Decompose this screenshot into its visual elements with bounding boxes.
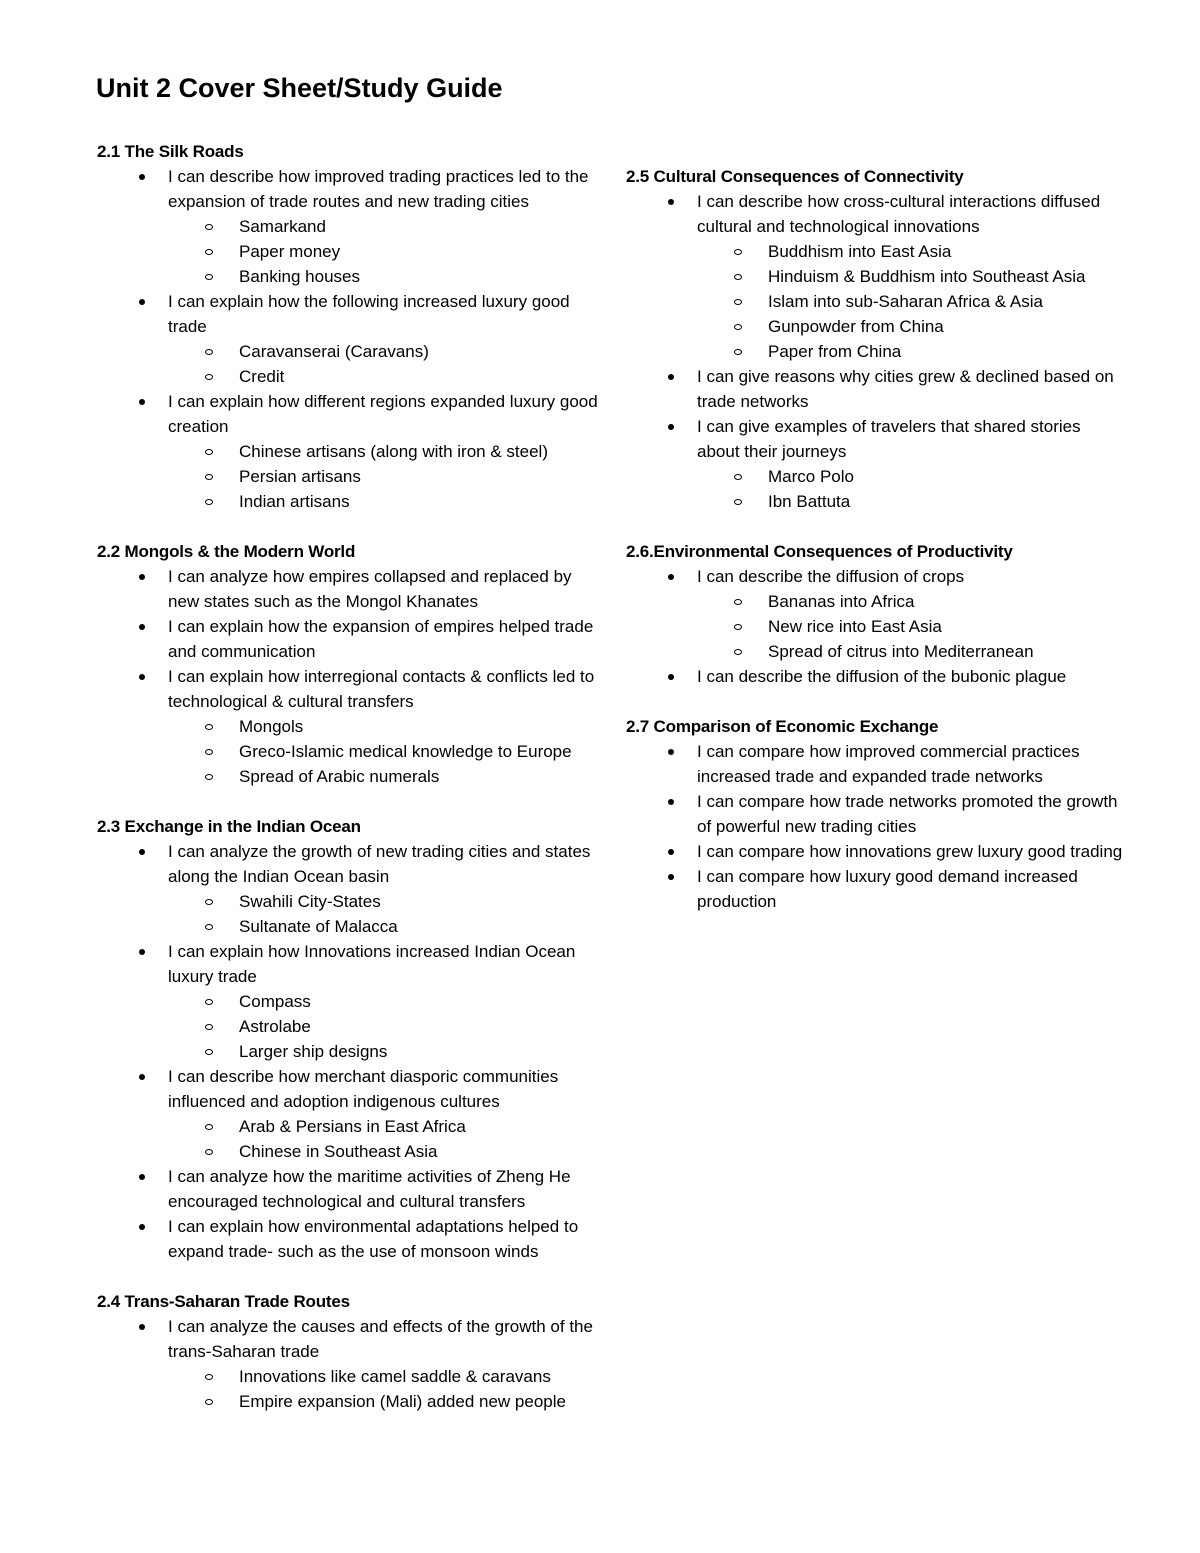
bullet-list (97, 564, 607, 789)
section (97, 539, 607, 789)
bullet-item (97, 664, 607, 789)
section (97, 814, 607, 1264)
bullet-text: I can give examples of travelers that shared stories about their journeys (697, 417, 1081, 461)
bullet-list (97, 1314, 607, 1414)
bullet-list (626, 564, 1126, 689)
bullet-text: I can explain how the following increased luxury good trade (168, 292, 570, 336)
bullet-text: I can analyze how the maritime activities of Zheng He encouraged technological and cultural transfers (168, 1167, 571, 1211)
bullet-item (97, 1064, 607, 1164)
bullet-list (97, 164, 607, 514)
bullet-item (97, 1214, 607, 1264)
section-heading: 2.6.Environmental Consequences of Productivity (626, 542, 1013, 561)
sub-bullet-item: Astrolabe (97, 1014, 607, 1039)
bullet-item (97, 614, 607, 664)
bullet-item (97, 389, 607, 514)
bullet-item (97, 1314, 607, 1414)
sub-bullet-list (697, 589, 1126, 664)
section (97, 1289, 607, 1414)
sub-bullet-item: Gunpowder from China (626, 314, 1126, 339)
section (626, 164, 1126, 514)
bullet-text: I can give reasons why cities grew & declined based on trade networks (697, 367, 1114, 411)
section-heading: 2.1 The Silk Roads (97, 142, 244, 161)
sub-bullet-list (697, 464, 1126, 514)
bullet-item (626, 789, 1126, 839)
bullet-text: I can explain how different regions expanded luxury good creation (168, 392, 598, 436)
sub-bullet-item: Ibn Battuta (626, 489, 1126, 514)
sub-bullet-item: Banking houses (97, 264, 607, 289)
sub-bullet-item: Hinduism & Buddhism into Southeast Asia (626, 264, 1126, 289)
sub-bullet-item: Caravanserai (Caravans) (97, 339, 607, 364)
bullet-text: I can explain how Innovations increased Indian Ocean luxury trade (168, 942, 576, 986)
bullet-text: I can compare how trade networks promoted the growth of powerful new trading cities (697, 792, 1118, 836)
bullet-item (97, 1164, 607, 1214)
sub-bullet-item: Chinese in Southeast Asia (97, 1139, 607, 1164)
bullet-item (626, 864, 1126, 914)
bullet-item (626, 189, 1126, 364)
sub-bullet-item: Samarkand (97, 214, 607, 239)
sub-bullet-item: Spread of Arabic numerals (97, 764, 607, 789)
sub-bullet-list (168, 989, 607, 1064)
bullet-item (626, 664, 1126, 689)
section (626, 714, 1126, 914)
bullet-item (97, 939, 607, 1064)
right-column (626, 164, 1126, 939)
bullet-text: I can describe how cross-cultural interactions diffused cultural and technological innovations (697, 192, 1101, 236)
section-heading: 2.2 Mongols & the Modern World (97, 542, 356, 561)
bullet-text: I can explain how the expansion of empires helped trade and communication (168, 617, 594, 661)
section-heading: 2.7 Comparison of Economic Exchange (626, 717, 939, 736)
sub-bullet-item: Larger ship designs (97, 1039, 607, 1064)
bullet-list (97, 839, 607, 1264)
sub-bullet-item: Sultanate of Malacca (97, 914, 607, 939)
bullet-text: I can explain how interregional contacts & conflicts led to technological & cultural transfers (168, 667, 595, 711)
sub-bullet-item: Empire expansion (Mali) added new people (97, 1389, 607, 1414)
sub-bullet-item: Indian artisans (97, 489, 607, 514)
sub-bullet-list (168, 339, 607, 389)
sub-bullet-item: Marco Polo (626, 464, 1126, 489)
sub-bullet-list (168, 214, 607, 289)
bullet-text: I can describe the diffusion of crops (697, 567, 965, 586)
sub-bullet-list (697, 239, 1126, 364)
bullet-item (97, 839, 607, 939)
bullet-text: I can analyze how empires collapsed and replaced by new states such as the Mongol Khanates (168, 567, 572, 611)
bullet-text: I can compare how luxury good demand increased production (697, 867, 1078, 911)
sub-bullet-item: Arab & Persians in East Africa (97, 1114, 607, 1139)
section-heading: 2.3 Exchange in the Indian Ocean (97, 817, 361, 836)
bullet-text: I can explain how environmental adaptations helped to expand trade- such as the use of monsoon winds (168, 1217, 579, 1261)
sub-bullet-list (168, 889, 607, 939)
bullet-item (97, 564, 607, 614)
page-title: Unit 2 Cover Sheet/Study Guide (96, 73, 503, 103)
sub-bullet-item: Credit (97, 364, 607, 389)
left-column (97, 139, 607, 1439)
sub-bullet-item: Bananas into Africa (626, 589, 1126, 614)
bullet-item (626, 564, 1126, 664)
sub-bullet-list (168, 714, 607, 789)
sub-bullet-item: Chinese artisans (along with iron & steel) (97, 439, 607, 464)
bullet-text: I can compare how innovations grew luxury good trading (697, 842, 1123, 861)
bullet-list (626, 189, 1126, 514)
sub-bullet-item: Compass (97, 989, 607, 1014)
section-heading: 2.5 Cultural Consequences of Connectivity (626, 167, 964, 186)
bullet-text: I can describe how improved trading practices led to the expansion of trade routes and new trading cities (168, 167, 589, 211)
sub-bullet-list (168, 439, 607, 514)
sub-bullet-item: Mongols (97, 714, 607, 739)
sub-bullet-item: Innovations like camel saddle & caravans (97, 1364, 607, 1389)
bullet-text: I can analyze the causes and effects of the growth of the trans-Saharan trade (168, 1317, 593, 1361)
bullet-item (97, 164, 607, 289)
bullet-item (626, 739, 1126, 789)
sub-bullet-item: Islam into sub-Saharan Africa & Asia (626, 289, 1126, 314)
bullet-item (626, 839, 1126, 864)
sub-bullet-item: Spread of citrus into Mediterranean (626, 639, 1126, 664)
bullet-list (626, 739, 1126, 914)
bullet-text: I can describe the diffusion of the bubonic plague (697, 667, 1067, 686)
sub-bullet-item: Swahili City-States (97, 889, 607, 914)
sub-bullet-item: Paper money (97, 239, 607, 264)
bullet-text: I can describe how merchant diasporic communities influenced and adoption indigenous cultures (168, 1067, 559, 1111)
section (97, 139, 607, 514)
bullet-item (626, 414, 1126, 514)
sub-bullet-list (168, 1114, 607, 1164)
bullet-text: I can analyze the growth of new trading cities and states along the Indian Ocean basin (168, 842, 591, 886)
sub-bullet-item: Buddhism into East Asia (626, 239, 1126, 264)
section (626, 539, 1126, 689)
sub-bullet-item: Persian artisans (97, 464, 607, 489)
bullet-text: I can compare how improved commercial practices increased trade and expanded trade networks (697, 742, 1080, 786)
sub-bullet-item: Greco-Islamic medical knowledge to Europe (97, 739, 607, 764)
sub-bullet-item: New rice into East Asia (626, 614, 1126, 639)
sub-bullet-list (168, 1364, 607, 1414)
section-heading: 2.4 Trans-Saharan Trade Routes (97, 1292, 350, 1311)
bullet-item (97, 289, 607, 389)
sub-bullet-item: Paper from China (626, 339, 1126, 364)
bullet-item (626, 364, 1126, 414)
